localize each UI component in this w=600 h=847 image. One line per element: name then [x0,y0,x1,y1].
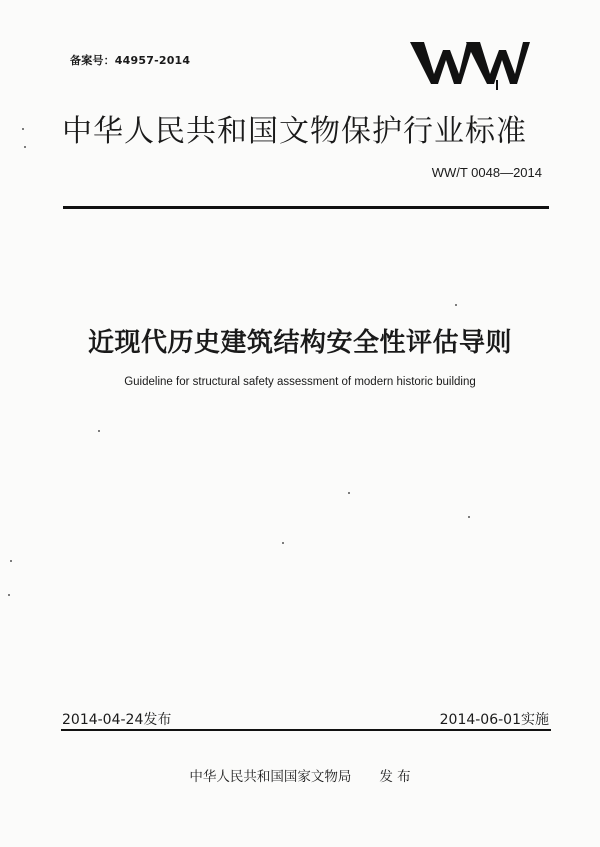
scan-speck [468,516,470,518]
publisher-line [0,765,600,785]
scan-speck [455,304,457,306]
scan-speck [348,492,350,494]
document-title-english: Guideline for structural safety assessment of modern historic building [124,376,476,388]
record-number: 备案号：44957-2014 [70,54,191,67]
document-title-chinese: 近现代历史建筑结构安全性评估导则 [87,328,512,358]
publish-action: 发 布 [379,769,411,785]
standard-number: WW/T 0048—2014 [431,165,542,180]
footer-rule [61,729,551,731]
implementation-date: 2014-06-01实施 [439,712,549,728]
scan-speck [24,146,26,148]
header-rule [63,206,549,209]
scan-speck [10,560,12,562]
standard-category-title: 中华人民共和国文物保护行业标准 [62,114,527,149]
scan-speck [22,128,24,130]
scan-speck [98,430,100,432]
scan-speck [8,594,10,596]
ww-logo [410,34,530,90]
issue-date: 2014-04-24发布 [62,712,172,728]
scan-speck [282,542,284,544]
publisher-name: 中华人民共和国国家文物局 [189,769,352,785]
